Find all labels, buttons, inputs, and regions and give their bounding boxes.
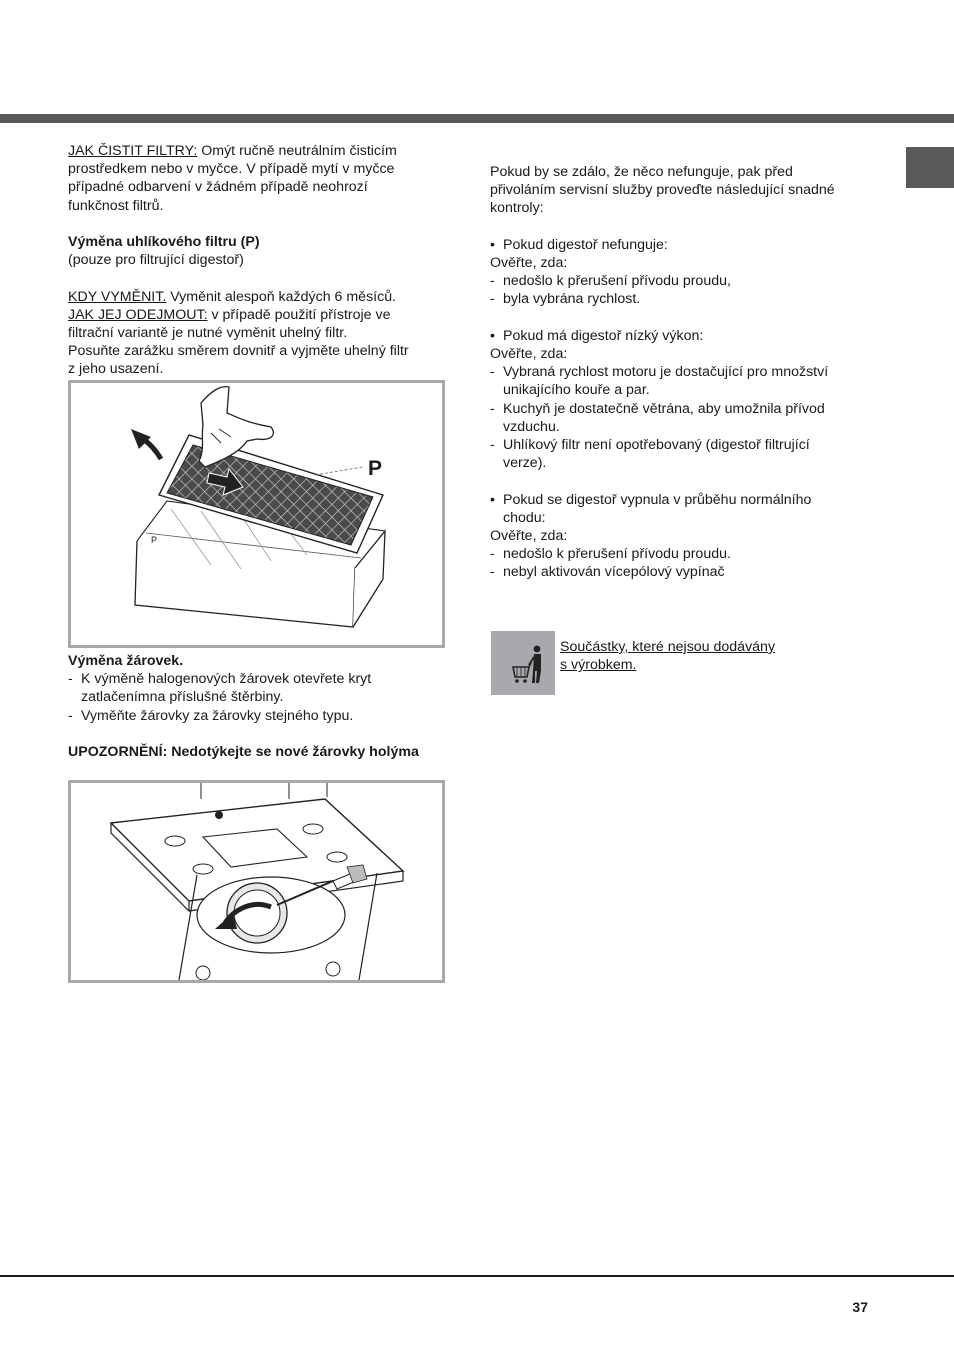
- when-replace-paragraph: KDY VYMĚNIT. Vyměnit alespoň každých 6 měsíců.: [68, 288, 397, 305]
- filters-paragraph: JAK ČISTIT FILTRY: Omýt ručně neutrálním čisticím: [68, 143, 397, 159]
- filter-small-label-p: P: [151, 535, 158, 545]
- accessories-line[interactable]: Součástky, které nejsou dodávány: [560, 639, 776, 655]
- shopping-cart-person-icon: [491, 631, 555, 695]
- list-item: - byla vybrána rychlost.: [490, 291, 641, 308]
- language-tab: [906, 147, 954, 188]
- check-label: Ověřte, zda:: [490, 528, 568, 545]
- remove-paragraph: JAK JEJ ODEJMOUT: v případě použití přístroje ve: [68, 306, 391, 323]
- carbon-filter-heading: Výměna uhlíkového filtru (P): [68, 234, 260, 250]
- list-item: - nedošlo k přerušení přívodu proudu.: [490, 546, 731, 563]
- filters-line: případné odbarvení v žádném případě neohrozí: [68, 179, 368, 196]
- carbon-filter-subtitle: (pouze pro filtrující digestoř): [68, 252, 244, 269]
- when-heading: KDY VYMĚNIT.: [68, 288, 167, 305]
- list-item: - nedošlo k přerušení přívodu proudu,: [490, 273, 731, 290]
- list-item: - nebyl aktivován vícepólový vypínač: [490, 564, 725, 581]
- list-item: - K výměně halogenových žárovek otevřete kryt: [68, 671, 372, 688]
- filter-label-p: P: [368, 457, 383, 480]
- header-bar: [0, 114, 954, 123]
- right-column-text: [490, 163, 870, 582]
- list-item: - Kuchyň je dostatečně větrána, aby umožnila přívod: [490, 400, 825, 417]
- bulb-replacement-figure: [68, 780, 445, 983]
- list-item: • Pokud digestoř nefunguje:: [490, 236, 668, 253]
- intro-line: přivoláním servisní služby proveďte následující snadné: [490, 182, 835, 199]
- filters-line: prostředkem nebo v myčce. V případě mytí v myčce: [68, 161, 395, 178]
- warning-text: UPOZORNĚNÍ: Nedotýkejte se nové žárovky holýma: [68, 744, 419, 760]
- list-item: unikajícího kouře a par.: [503, 382, 650, 399]
- intro-line: kontroly:: [490, 200, 544, 217]
- left-column-text: [68, 142, 448, 379]
- pull-arrow-icon: [131, 429, 161, 459]
- filters-heading: JAK ČISTIT FILTRY:: [68, 143, 198, 159]
- check-label: Ověřte, zda:: [490, 346, 568, 362]
- carbon-filter-illustration: [71, 383, 442, 645]
- accessories-line[interactable]: s výrobkem.: [560, 657, 637, 674]
- footer-rule: [0, 1275, 954, 1277]
- list-item: - Uhlíkový filtr není opotřebovaný (digestoř filtrující: [490, 437, 810, 454]
- remove-heading: JAK JEJ ODEJMOUT:: [68, 306, 208, 323]
- bulb-replacement-illustration: [71, 783, 442, 980]
- list-item: chodu:: [503, 509, 546, 526]
- carbon-filter-figure: [68, 380, 445, 648]
- bulbs-section: [68, 652, 458, 761]
- filters-line: funkčnost filtrů.: [68, 197, 164, 214]
- page-number: 37: [852, 1299, 868, 1315]
- list-item: verze).: [503, 455, 547, 472]
- list-item: • Pokud se digestoř vypnula v průběhu normálního: [490, 491, 812, 508]
- remove-line: filtrační variantě je nutné vyměnit uhelný filtr.: [68, 325, 348, 341]
- remove-line: z jeho usazení.: [68, 361, 164, 378]
- check-label: Ověřte, zda:: [490, 255, 568, 271]
- intro-line: Pokud by se zdálo, že něco nefunguje, pak před: [490, 164, 793, 180]
- bulbs-heading: Výměna žárovek.: [68, 653, 184, 669]
- list-item: • Pokud má digestoř nízký výkon:: [490, 327, 704, 344]
- list-item: - Vybraná rychlost motoru je dostačující pro množství: [490, 364, 829, 381]
- list-item: - Vyměňte žárovky za žárovky stejného typu.: [68, 707, 354, 724]
- remove-line: Posuňte zarážku směrem dovnitř a vyjměte uhelný filtr: [68, 343, 409, 360]
- list-item: vzduchu.: [503, 418, 560, 435]
- accessories-link[interactable]: [560, 638, 860, 674]
- list-item: zatlačenímna příslušné štěrbiny.: [81, 689, 284, 706]
